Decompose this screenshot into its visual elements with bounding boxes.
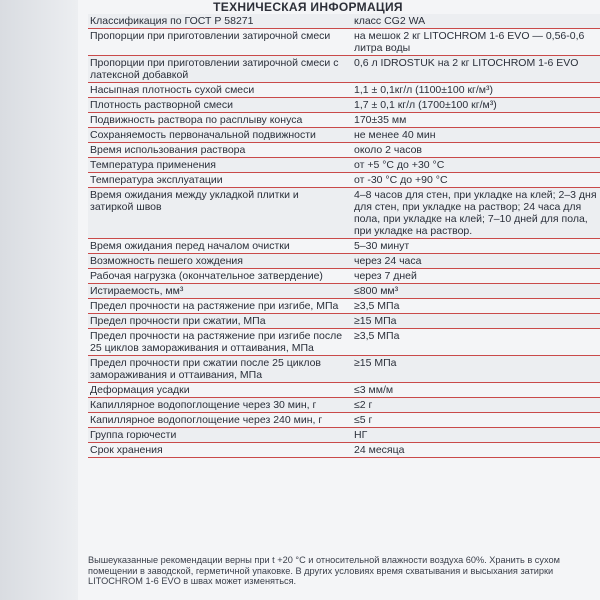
spec-key: Пропорции при приготовлении затирочной смеси с латексной добавкой bbox=[90, 57, 339, 81]
spec-row bbox=[88, 173, 600, 188]
spec-value: 1,7 ± 0,1 кг/л (1700±100 кг/м³) bbox=[354, 99, 497, 111]
spec-key: Капиллярное водопоглощение через 30 мин, г bbox=[90, 399, 317, 411]
spec-key: Предел прочности на растяжение при изгибе после 25 циклов замораживания и оттаивания, МПа bbox=[90, 330, 343, 354]
spec-row bbox=[88, 158, 600, 173]
spec-row bbox=[88, 356, 600, 383]
spec-value: ≤5 г bbox=[354, 414, 373, 426]
spec-row bbox=[88, 128, 600, 143]
spec-row bbox=[88, 299, 600, 314]
spec-row bbox=[88, 329, 600, 356]
spec-row bbox=[88, 413, 600, 428]
spec-row bbox=[88, 98, 600, 113]
spec-value: от +5 °С до +30 °С bbox=[354, 159, 445, 171]
spec-row bbox=[88, 143, 600, 158]
spec-row bbox=[88, 443, 600, 458]
spec-value: 4–8 часов для стен, при укладке на клей; 2–3 дня для стен, при укладке на раствор; 24 часа для пола, при укладке на клей; 7–10 дней для пола, при укладке на раствор. bbox=[354, 189, 597, 237]
spec-value: ≥15 МПа bbox=[354, 357, 397, 369]
spec-value: ≤800 мм³ bbox=[354, 285, 399, 297]
spec-row bbox=[88, 269, 600, 284]
spec-value: 0,6 л IDROSTUK на 2 кг LITOCHROM 1-6 EVO bbox=[354, 57, 579, 69]
spec-key: Классификация по ГОСТ Р 58271 bbox=[90, 15, 254, 27]
spec-value: через 7 дней bbox=[354, 270, 417, 282]
spec-key: Насыпная плотность сухой смеси bbox=[90, 84, 255, 96]
spec-key: Пропорции при приготовлении затирочной смеси bbox=[90, 30, 331, 42]
spec-table bbox=[88, 14, 600, 458]
spec-value: ≥3,5 МПа bbox=[354, 300, 400, 312]
spec-value: около 2 часов bbox=[354, 144, 423, 156]
spec-row bbox=[88, 188, 600, 239]
page-title: ТЕХНИЧЕСКАЯ ИНФОРМАЦИЯ bbox=[213, 0, 403, 14]
spec-value: не менее 40 мин bbox=[354, 129, 436, 141]
footnote: Вышеуказанные рекомендации верны при t +20 °С и относительной влажности воздуха 60%. Хранить в сухом помещении в заводской, герметичной упаковке. В других условиях время схватывания и высыхания затирки LITOCHROM 1-6 EVO в швах может изменяться. bbox=[88, 555, 560, 586]
spec-sheet bbox=[78, 0, 600, 600]
spec-value: ≥15 МПа bbox=[354, 315, 397, 327]
spec-row bbox=[88, 113, 600, 128]
spec-key: Истираемость, мм³ bbox=[90, 285, 184, 297]
spec-value: ≥3,5 МПа bbox=[354, 330, 400, 342]
spec-value: через 24 часа bbox=[354, 255, 422, 267]
spec-key: Предел прочности на растяжение при изгибе, МПа bbox=[90, 300, 339, 312]
spec-key: Предел прочности при сжатии после 25 циклов замораживания и оттаивания, МПа bbox=[90, 357, 322, 381]
spec-value: класс CG2 WA bbox=[354, 15, 426, 27]
spec-row bbox=[88, 383, 600, 398]
spec-key: Температура эксплуатации bbox=[90, 174, 223, 186]
spec-key: Время ожидания перед началом очистки bbox=[90, 240, 290, 252]
spec-key: Деформация усадки bbox=[90, 384, 190, 396]
spec-key: Срок хранения bbox=[90, 444, 163, 456]
spec-key: Время ожидания между укладкой плитки и затиркой швов bbox=[90, 189, 299, 213]
spec-key: Температура применения bbox=[90, 159, 216, 171]
spec-key: Капиллярное водопоглощение через 240 мин, г bbox=[90, 414, 323, 426]
spec-row bbox=[88, 29, 600, 56]
spec-value: от -30 °С до +90 °С bbox=[354, 174, 448, 186]
spec-key: Время использования раствора bbox=[90, 144, 246, 156]
spec-key: Группа горючести bbox=[90, 429, 177, 441]
spec-value: ≤3 мм/м bbox=[354, 384, 394, 396]
spec-value: 1,1 ± 0,1кг/л (1100±100 кг/м³) bbox=[354, 84, 494, 96]
spec-key: Предел прочности при сжатии, МПа bbox=[90, 315, 266, 327]
package-edge bbox=[0, 0, 78, 600]
spec-row bbox=[88, 83, 600, 98]
spec-value: НГ bbox=[354, 429, 368, 441]
spec-key: Сохраняемость первоначальной подвижности bbox=[90, 129, 316, 141]
spec-key: Подвижность раствора по расплыву конуса bbox=[90, 114, 303, 126]
spec-key: Рабочая нагрузка (окончательное затвердение) bbox=[90, 270, 323, 282]
spec-row bbox=[88, 239, 600, 254]
spec-value: 170±35 мм bbox=[354, 114, 407, 126]
spec-row bbox=[88, 14, 600, 29]
spec-row bbox=[88, 56, 600, 83]
spec-row bbox=[88, 254, 600, 269]
spec-value: ≤2 г bbox=[354, 399, 373, 411]
spec-row bbox=[88, 314, 600, 329]
spec-value: на мешок 2 кг LITOCHROM 1-6 EVO — 0,56-0,6 литра воды bbox=[354, 30, 585, 54]
spec-row bbox=[88, 284, 600, 299]
spec-row bbox=[88, 428, 600, 443]
spec-key: Возможность пешего хождения bbox=[90, 255, 243, 267]
spec-row bbox=[88, 398, 600, 413]
spec-key: Плотность растворной смеси bbox=[90, 99, 234, 111]
spec-value: 24 месяца bbox=[354, 444, 405, 456]
spec-value: 5–30 минут bbox=[354, 240, 410, 252]
